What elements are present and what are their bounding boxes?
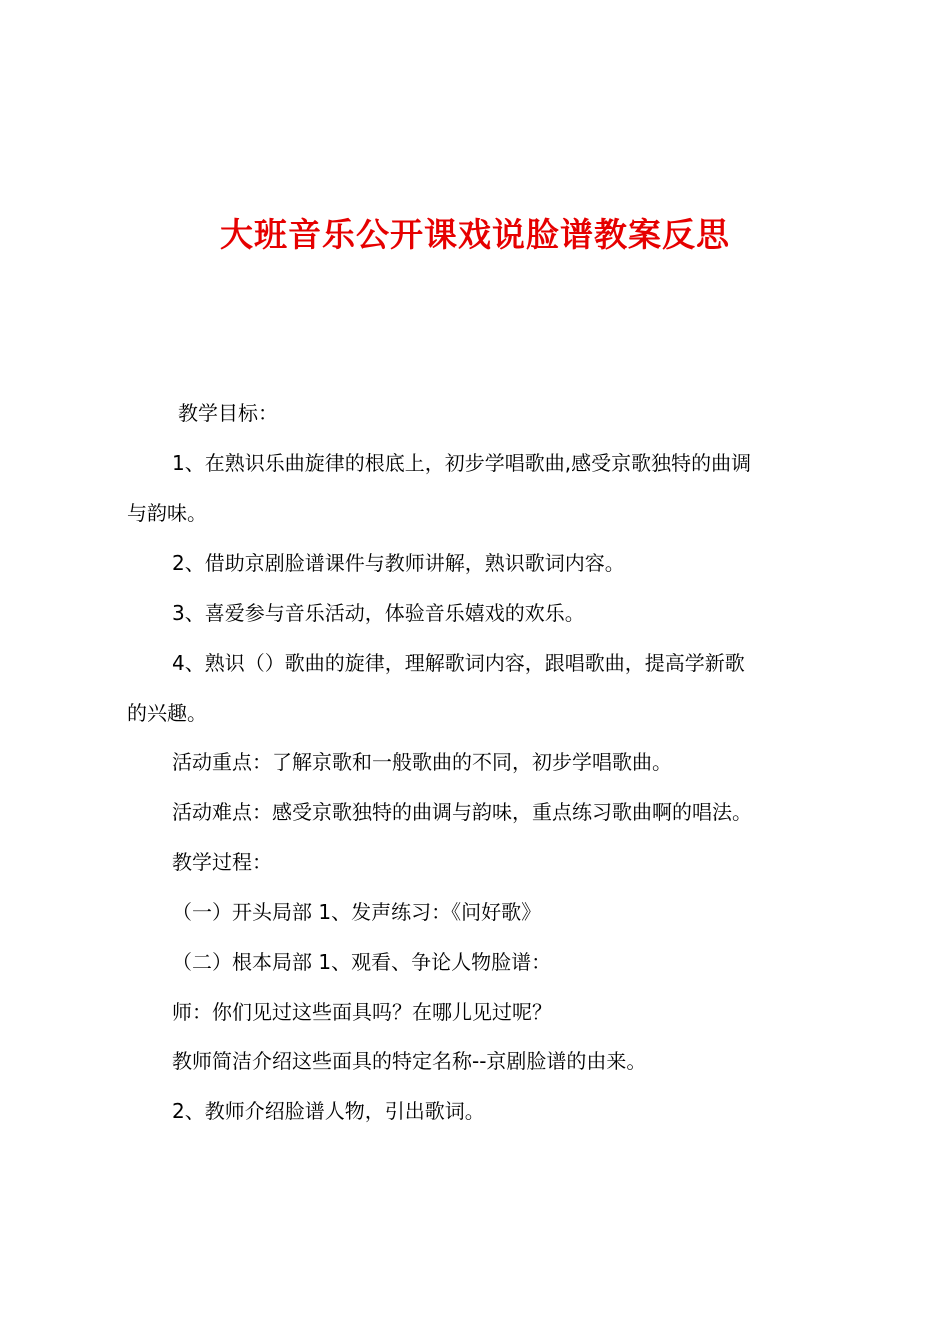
paragraph-line: 教学过程： [172,850,272,874]
paragraph-line: 2、借助京剧脸谱课件与教师讲解，熟识歌词内容。 [172,551,625,575]
paragraph-line: （二）根本局部 1、观看、争论人物脸谱： [172,950,552,974]
paragraph-line: 的兴趣。 [127,701,207,725]
document-title: 大班音乐公开课戏说脸谱教案反思 [220,215,730,254]
paragraph-line: 2、教师介绍脸谱人物，引出歌词。 [172,1099,485,1123]
paragraph-line: 教学目标： [178,401,278,425]
paragraph-line: 活动难点：感受京歌独特的曲调与韵味，重点练习歌曲啊的唱法。 [172,800,752,824]
paragraph-line: 与韵味。 [127,501,207,525]
paragraph-line: 活动重点：了解京歌和一般歌曲的不同，初步学唱歌曲。 [172,750,672,774]
paragraph-line: 4、熟识（）歌曲的旋律，理解歌词内容，跟唱歌曲，提高学新歌 [172,651,745,675]
paragraph-line: 教师简洁介绍这些面具的特定名称--京剧脸谱的由来。 [172,1049,647,1073]
paragraph-line: 1、在熟识乐曲旋律的根底上，初步学唱歌曲,感受京歌独特的曲调 [172,451,752,475]
paragraph-line: 师：你们见过这些面具吗？在哪儿见过呢？ [172,1000,552,1024]
paragraph-line: 3、喜爱参与音乐活动，体验音乐嬉戏的欢乐。 [172,601,585,625]
paragraph-line: （一）开头局部 1、发声练习：《问好歌》 [172,900,542,924]
